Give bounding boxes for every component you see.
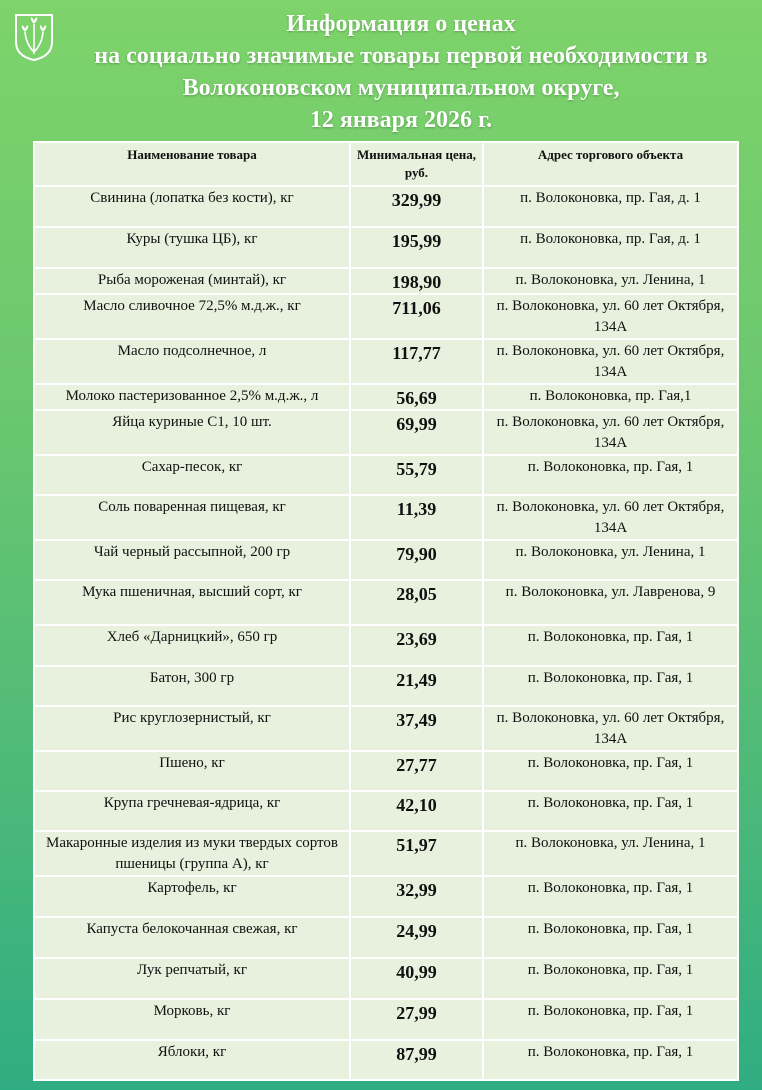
product-name: Крупа гречневая-ядрица, кг xyxy=(34,791,350,831)
price-value: 87,99 xyxy=(350,1040,483,1080)
table-row xyxy=(34,540,738,580)
product-name: Картофель, кг xyxy=(34,876,350,917)
price-value: 37,49 xyxy=(350,706,483,751)
table-row xyxy=(34,1040,738,1080)
product-name: Рис круглозернистый, кг xyxy=(34,706,350,751)
price-value: 198,90 xyxy=(350,268,483,294)
store-address: п. Волоконовка, пр. Гая,1 xyxy=(483,384,738,410)
product-name: Лук репчатый, кг xyxy=(34,958,350,999)
table-row xyxy=(34,227,738,268)
product-name: Пшено, кг xyxy=(34,751,350,791)
table-row xyxy=(34,791,738,831)
store-address: п. Волоконовка, пр. Гая, 1 xyxy=(483,751,738,791)
price-value: 11,39 xyxy=(350,495,483,540)
column-header-product: Наименование товара xyxy=(34,142,350,186)
column-header-price: Минимальная цена, руб. xyxy=(350,142,483,186)
table-row xyxy=(34,339,738,384)
table-row xyxy=(34,999,738,1040)
page-title xyxy=(40,8,762,136)
product-name: Мука пшеничная, высший сорт, кг xyxy=(34,580,350,625)
table-row xyxy=(34,410,738,455)
price-value: 32,99 xyxy=(350,876,483,917)
product-name: Капуста белокочанная свежая, кг xyxy=(34,917,350,958)
price-value: 117,77 xyxy=(350,339,483,384)
product-name: Соль поваренная пищевая, кг xyxy=(34,495,350,540)
price-value: 40,99 xyxy=(350,958,483,999)
product-name: Батон, 300 гр xyxy=(34,666,350,706)
product-name: Морковь, кг xyxy=(34,999,350,1040)
product-name: Макаронные изделия из муки твердых сортов пшеницы (группа А), кг xyxy=(34,831,350,876)
price-value: 69,99 xyxy=(350,410,483,455)
store-address: п. Волоконовка, ул. Лавренова, 9 xyxy=(483,580,738,625)
price-value: 51,97 xyxy=(350,831,483,876)
price-value: 27,99 xyxy=(350,999,483,1040)
product-name: Куры (тушка ЦБ), кг xyxy=(34,227,350,268)
store-address: п. Волоконовка, пр. Гая, 1 xyxy=(483,625,738,666)
table-row xyxy=(34,876,738,917)
price-value: 42,10 xyxy=(350,791,483,831)
store-address: п. Волоконовка, ул. 60 лет Октября, 134А xyxy=(483,294,738,339)
table-row xyxy=(34,625,738,666)
table-row xyxy=(34,706,738,751)
title-line: 12 января 2026 г. xyxy=(309,107,493,133)
price-value: 329,99 xyxy=(350,186,483,227)
price-value: 23,69 xyxy=(350,625,483,666)
store-address: п. Волоконовка, пр. Гая, 1 xyxy=(483,999,738,1040)
title-line: на социально значимые товары первой необходимости в xyxy=(94,43,708,69)
title-line: Информация о ценах xyxy=(286,11,516,37)
product-name: Яйца куриные С1, 10 шт. xyxy=(34,410,350,455)
store-address: п. Волоконовка, ул. 60 лет Октября, 134А xyxy=(483,339,738,384)
price-value: 195,99 xyxy=(350,227,483,268)
store-address: п. Волоконовка, пр. Гая, 1 xyxy=(483,666,738,706)
product-name: Рыба мороженая (минтай), кг xyxy=(34,268,350,294)
table-row xyxy=(34,268,738,294)
price-value: 21,49 xyxy=(350,666,483,706)
store-address: п. Волоконовка, ул. 60 лет Октября, 134А xyxy=(483,706,738,751)
store-address: п. Волоконовка, пр. Гая, 1 xyxy=(483,876,738,917)
table-header-row xyxy=(34,142,738,186)
store-address: п. Волоконовка, ул. Ленина, 1 xyxy=(483,540,738,580)
price-value: 28,05 xyxy=(350,580,483,625)
price-value: 24,99 xyxy=(350,917,483,958)
store-address: п. Волоконовка, ул. Ленина, 1 xyxy=(483,268,738,294)
price-value: 711,06 xyxy=(350,294,483,339)
store-address: п. Волоконовка, пр. Гая, 1 xyxy=(483,1040,738,1080)
store-address: п. Волоконовка, пр. Гая, 1 xyxy=(483,958,738,999)
table-row xyxy=(34,294,738,339)
store-address: п. Волоконовка, ул. Ленина, 1 xyxy=(483,831,738,876)
price-value: 56,69 xyxy=(350,384,483,410)
store-address: п. Волоконовка, ул. 60 лет Октября, 134А xyxy=(483,495,738,540)
product-name: Яблоки, кг xyxy=(34,1040,350,1080)
product-name: Масло сливочное 72,5% м.д.ж., кг xyxy=(34,294,350,339)
table-row xyxy=(34,751,738,791)
table-row xyxy=(34,384,738,410)
product-name: Чай черный рассыпной, 200 гр xyxy=(34,540,350,580)
store-address: п. Волоконовка, пр. Гая, д. 1 xyxy=(483,227,738,268)
store-address: п. Волоконовка, пр. Гая, д. 1 xyxy=(483,186,738,227)
column-header-address: Адрес торгового объекта xyxy=(483,142,738,186)
table-row xyxy=(34,495,738,540)
price-table xyxy=(33,141,739,1081)
title-line: Волоконовском муниципальном округе, xyxy=(182,75,620,101)
store-address: п. Волоконовка, пр. Гая, 1 xyxy=(483,917,738,958)
store-address: п. Волоконовка, пр. Гая, 1 xyxy=(483,455,738,495)
price-value: 55,79 xyxy=(350,455,483,495)
product-name: Хлеб «Дарницкий», 650 гр xyxy=(34,625,350,666)
price-value: 27,77 xyxy=(350,751,483,791)
table-row xyxy=(34,958,738,999)
table-row xyxy=(34,186,738,227)
product-name: Молоко пастеризованное 2,5% м.д.ж., л xyxy=(34,384,350,410)
table-row xyxy=(34,831,738,876)
product-name: Свинина (лопатка без кости), кг xyxy=(34,186,350,227)
product-name: Масло подсолнечное, л xyxy=(34,339,350,384)
store-address: п. Волоконовка, пр. Гая, 1 xyxy=(483,791,738,831)
table-row xyxy=(34,917,738,958)
table-row xyxy=(34,580,738,625)
table-row xyxy=(34,455,738,495)
store-address: п. Волоконовка, ул. 60 лет Октября, 134А xyxy=(483,410,738,455)
product-name: Сахар-песок, кг xyxy=(34,455,350,495)
table-row xyxy=(34,666,738,706)
price-value: 79,90 xyxy=(350,540,483,580)
